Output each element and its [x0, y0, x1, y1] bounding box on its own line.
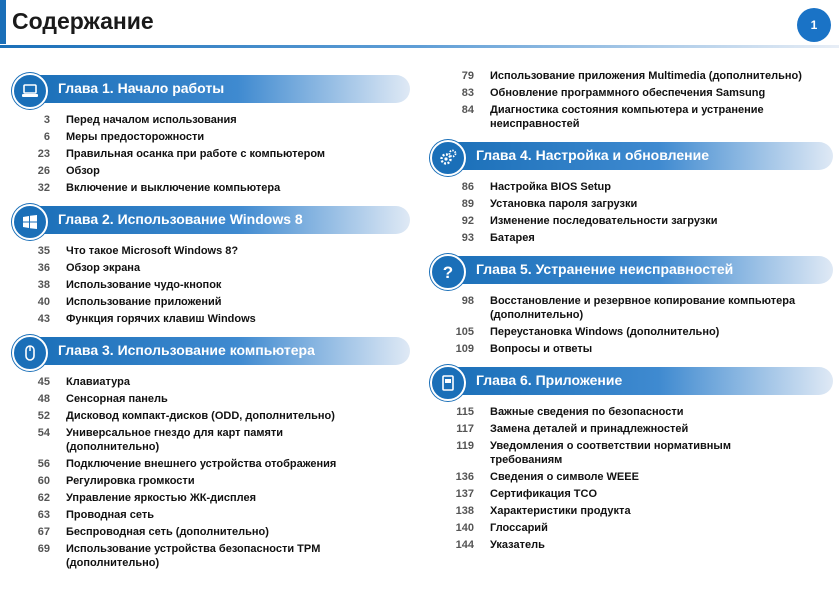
toc-entry-title: Использование устройства безопасности TPM (дополнительно) — [66, 543, 321, 569]
toc-entry-page: 43 — [37, 313, 50, 325]
toc-entry[interactable] — [10, 113, 410, 127]
toc-entry-title: Управление яркостью ЖК-дисплея — [66, 492, 257, 504]
toc-entry-page: 38 — [37, 279, 50, 291]
toc-entry[interactable] — [10, 375, 410, 389]
toc-entry-page: 105 — [455, 326, 474, 338]
toc-entry-title: Уведомления о соответствии нормативным требованиям — [490, 440, 731, 466]
toc-entry-title: Восстановление и резервное копирование компьютера (дополнительно) — [490, 295, 796, 321]
toc-entry-title: Глоссарий — [490, 522, 548, 534]
toc-entry-title: Функция горячих клавиш Windows — [66, 313, 256, 325]
toc-entry-page: 86 — [461, 181, 474, 193]
laptop-icon — [12, 73, 48, 109]
toc-entry-page: 109 — [455, 343, 474, 355]
toc-entry-page: 67 — [37, 526, 50, 538]
toc-entry-title: Вопросы и ответы — [490, 343, 593, 355]
title-accent-bar — [0, 0, 6, 44]
toc-entry[interactable] — [10, 278, 410, 292]
toc-entry[interactable] — [428, 103, 833, 131]
chapter-heading[interactable] — [10, 204, 410, 236]
toc-entry[interactable] — [10, 164, 410, 178]
toc-entry-page: 48 — [37, 393, 50, 405]
toc-right-column — [428, 69, 833, 561]
toc-entry-page: 138 — [455, 505, 474, 517]
toc-entry[interactable] — [10, 426, 410, 454]
toc-entry[interactable] — [428, 487, 833, 501]
toc-entry[interactable] — [10, 244, 410, 258]
toc-entry[interactable] — [428, 86, 833, 100]
toc-entry-title: Меры предосторожности — [66, 131, 205, 143]
toc-entry[interactable] — [428, 521, 833, 535]
toc-left-column — [10, 73, 410, 579]
toc-entry-page: 40 — [37, 296, 50, 308]
toc-entry[interactable] — [428, 538, 833, 552]
toc-entry-page: 23 — [37, 148, 50, 160]
toc-entry[interactable] — [10, 147, 410, 161]
chapter-title: Глава 3. Использование компьютера — [58, 342, 315, 358]
toc-entry-page: 92 — [461, 215, 474, 227]
toc-entry-title: Использование чудо-кнопок — [66, 279, 222, 291]
toc-entry-page: 84 — [461, 104, 474, 116]
toc-entry-title: Переустановка Windows (дополнительно) — [490, 326, 720, 338]
toc-entry-list — [428, 294, 833, 356]
chapter-title: Глава 2. Использование Windows 8 — [58, 211, 303, 227]
chapter-heading[interactable] — [428, 365, 833, 397]
toc-entry-page: 98 — [461, 295, 474, 307]
toc-entry-list — [10, 244, 410, 326]
chapter-heading[interactable] — [428, 140, 833, 172]
toc-entry[interactable] — [10, 409, 410, 423]
toc-entry-title: Замена деталей и принадлежностей — [490, 423, 689, 435]
toc-entry-title: Дисковод компакт-дисков (ODD, дополнительно) — [66, 410, 335, 422]
toc-entry[interactable] — [428, 231, 833, 245]
toc-entry-page: 137 — [455, 488, 474, 500]
toc-entry-list — [428, 180, 833, 245]
toc-entry-title: Проводная сеть — [66, 509, 154, 521]
toc-entry[interactable] — [10, 261, 410, 275]
chapter-title: Глава 5. Устранение неисправностей — [476, 261, 734, 277]
toc-entry[interactable] — [428, 294, 833, 322]
toc-entry[interactable] — [428, 504, 833, 518]
toc-entry-title: Батарея — [490, 232, 535, 244]
toc-entry-title: Характеристики продукта — [490, 505, 631, 517]
toc-entry-title: Использование приложения Multimedia (дополнительно) — [490, 70, 802, 82]
toc-entry-title: Клавиатура — [66, 376, 130, 388]
toc-entry-title: Перед началом использования — [66, 114, 237, 126]
toc-entry-page: 79 — [461, 70, 474, 82]
toc-entry[interactable] — [428, 69, 833, 83]
toc-entry[interactable] — [10, 295, 410, 309]
toc-entry-title: Изменение последовательности загрузки — [490, 215, 718, 227]
toc-entry-page: 63 — [37, 509, 50, 521]
toc-entry-title: Правильная осанка при работе с компьютером — [66, 148, 326, 160]
toc-entry-page: 144 — [455, 539, 474, 551]
toc-entry-page: 36 — [37, 262, 50, 274]
toc-entry-title: Сертификация TCO — [490, 488, 598, 500]
toc-entry-page: 119 — [456, 440, 474, 452]
toc-entry[interactable] — [428, 180, 833, 194]
toc-entry-title: Обзор — [66, 165, 100, 177]
chapter-title: Глава 4. Настройка и обновление — [476, 147, 709, 163]
toc-entry-page: 6 — [43, 131, 50, 143]
toc-entry-page: 140 — [455, 522, 474, 534]
toc-entry-title: Подключение внешнего устройства отображения — [66, 458, 337, 470]
toc-entry-page: 32 — [37, 182, 50, 194]
windows-icon — [12, 204, 48, 240]
toc-entry-page: 136 — [455, 471, 474, 483]
toc-entry-page: 115 — [456, 406, 474, 418]
toc-entry-title: Беспроводная сеть (дополнительно) — [66, 526, 269, 538]
toc-entry-list — [10, 375, 410, 570]
question-icon — [430, 254, 466, 290]
gears-icon — [430, 140, 466, 176]
toc-entry-list — [428, 405, 833, 552]
toc-entry-page: 54 — [37, 427, 50, 439]
chapter-heading[interactable] — [428, 254, 833, 286]
chapter-title: Глава 6. Приложение — [476, 372, 623, 388]
toc-entry[interactable] — [10, 312, 410, 326]
toc-entry[interactable] — [10, 392, 410, 406]
toc-entry[interactable] — [10, 457, 410, 471]
toc-entry-title: Сведения о символе WEEE — [490, 471, 639, 483]
toc-entry-page: 62 — [37, 492, 50, 504]
toc-entry-title: Настройка BIOS Setup — [490, 181, 611, 193]
toc-entry-title: Регулировка громкости — [66, 475, 195, 487]
page-title: Содержание — [12, 8, 154, 34]
toc-entry[interactable] — [10, 491, 410, 505]
toc-entry-page: 83 — [461, 87, 474, 99]
toc-entry-page: 93 — [461, 232, 474, 244]
toc-entry-page: 89 — [461, 198, 474, 210]
toc-entry-title: Обновление программного обеспечения Samsung — [490, 87, 766, 99]
toc-entry-page: 26 — [37, 165, 50, 177]
document-icon — [430, 365, 466, 401]
toc-entry[interactable] — [428, 439, 833, 467]
toc-entry-title: Важные сведения по безопасности — [490, 406, 684, 418]
toc-entry-list — [428, 69, 833, 131]
toc-entry-list — [10, 113, 410, 195]
toc-entry[interactable] — [428, 342, 833, 356]
toc-entry-title: Включение и выключение компьютера — [66, 182, 281, 194]
toc-entry-title: Указатель — [490, 539, 545, 551]
toc-entry[interactable] — [10, 474, 410, 488]
toc-entry-page: 45 — [37, 376, 50, 388]
toc-entry[interactable] — [428, 214, 833, 228]
toc-entry-page: 52 — [37, 410, 50, 422]
toc-entry-title: Обзор экрана — [66, 262, 141, 274]
toc-entry-page: 117 — [456, 423, 474, 435]
toc-entry[interactable] — [428, 405, 833, 419]
toc-entry[interactable] — [428, 197, 833, 211]
toc-entry[interactable] — [10, 181, 410, 195]
mouse-icon — [12, 335, 48, 371]
title-divider — [0, 45, 839, 48]
toc-entry-title: Универсальное гнездо для карт памяти (дополнительно) — [66, 427, 284, 453]
toc-entry[interactable] — [10, 525, 410, 539]
toc-entry[interactable] — [428, 422, 833, 436]
toc-entry-page: 69 — [37, 543, 50, 555]
svg-text:?: ? — [442, 263, 454, 281]
chapter-title: Глава 1. Начало работы — [58, 80, 225, 96]
toc-entry[interactable] — [10, 508, 410, 522]
toc-entry-page: 3 — [43, 114, 50, 126]
toc-entry-page: 60 — [37, 475, 50, 487]
toc-entry[interactable] — [10, 542, 410, 570]
toc-entry-page: 56 — [37, 458, 50, 470]
toc-entry-title: Диагностика состояния компьютера и устранение неисправностей — [490, 104, 764, 130]
toc-entry-page: 35 — [37, 245, 50, 257]
chapter-heading[interactable] — [10, 335, 410, 367]
toc-entry[interactable] — [428, 325, 833, 339]
toc-entry-title: Использование приложений — [66, 296, 222, 308]
toc-entry[interactable] — [428, 470, 833, 484]
toc-entry-title: Что такое Microsoft Windows 8? — [66, 245, 239, 257]
chapter-heading[interactable] — [10, 73, 410, 105]
toc-entry[interactable] — [10, 130, 410, 144]
toc-entry-title: Установка пароля загрузки — [490, 198, 638, 210]
page-number-badge: 1 — [797, 8, 831, 42]
toc-entry-title: Сенсорная панель — [66, 393, 168, 405]
